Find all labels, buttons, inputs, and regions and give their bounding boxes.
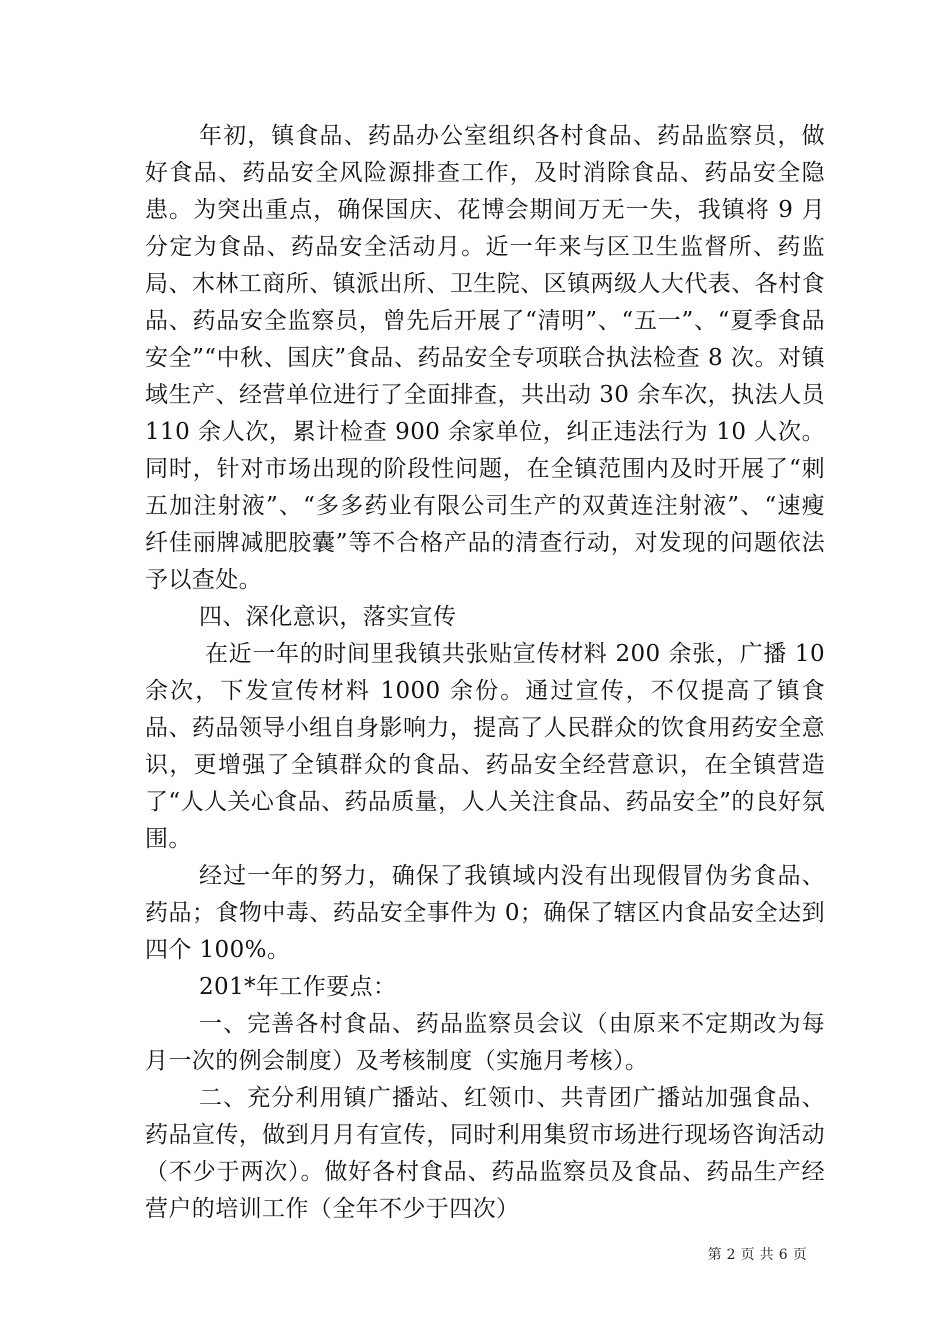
- section-heading-work-points: 201*年工作要点：: [199, 974, 397, 1000]
- document-body: [145, 118, 825, 1228]
- work-point-2: 二、充分利用镇广播站、红领巾、共青团广播站加强食品、药品宣传，做到月月有宣传，同时利用集贸市场进行现场咨询活动（不少于两次）。做好各村食品、药品监察员及食品、药品生产经营户的培训工作（全年不少于四次）: [145, 1085, 825, 1222]
- work-point-1: 一、完善各村食品、药品监察员会议（由原来不定期改为每月一次的例会制度）及考核制度（实施月考核）。: [145, 1011, 825, 1074]
- paragraph-inspection: 年初，镇食品、药品办公室组织各村食品、药品监察员，做好食品、药品安全风险源排查工作，及时消除食品、药品安全隐患。为突出重点，确保国庆、花博会期间万无一失，我镇将 9 月分定为食品、药品安全活动月。近一年来与区卫生监督所、药监局、木林工商所、镇派出所、卫生院、区镇两级人大代表、各村食品、药品安全监察员，曾先后开展了“清明”、“五一”、“夏季食品安全”“中秋、国庆”食品、药品安全专项联合执法检查 8 次。对镇域生产、经营单位进行了全面排查，共出动 30 余车次，执法人员 110 余人次，累计检查 900 余家单位，纠正违法行为 10 人次。同时，针对市场出现的阶段性问题，在全镇范围内及时开展了“刺五加注射液”、“多多药业有限公司生产的双黄连注射液”、“速瘦纤佳丽牌减肥胶囊”等不合格产品的清查行动，对发现的问题依法予以查处。: [145, 123, 825, 593]
- page-number: 第 2 页 共 6 页: [707, 1247, 807, 1263]
- paragraph-results: 经过一年的努力，确保了我镇域内没有出现假冒伪劣食品、药品；食物中毒、药品安全事件为 0；确保了辖区内食品安全达到四个 100%。: [145, 863, 825, 963]
- section-heading-publicity: 四、深化意识，落实宣传: [199, 604, 457, 630]
- paragraph-publicity: 在近一年的时间里我镇共张贴宣传材料 200 余张，广播 10 余次，下发宣传材料 1000 余份。通过宣传，不仅提高了镇食品、药品领导小组自身影响力，提高了人民群众的饮食用药安全意识，更增强了全镇群众的食品、药品安全经营意识，在全镇营造了“人人关心食品、药品质量，人人关注食品、药品安全”的良好氛围。: [145, 641, 825, 852]
